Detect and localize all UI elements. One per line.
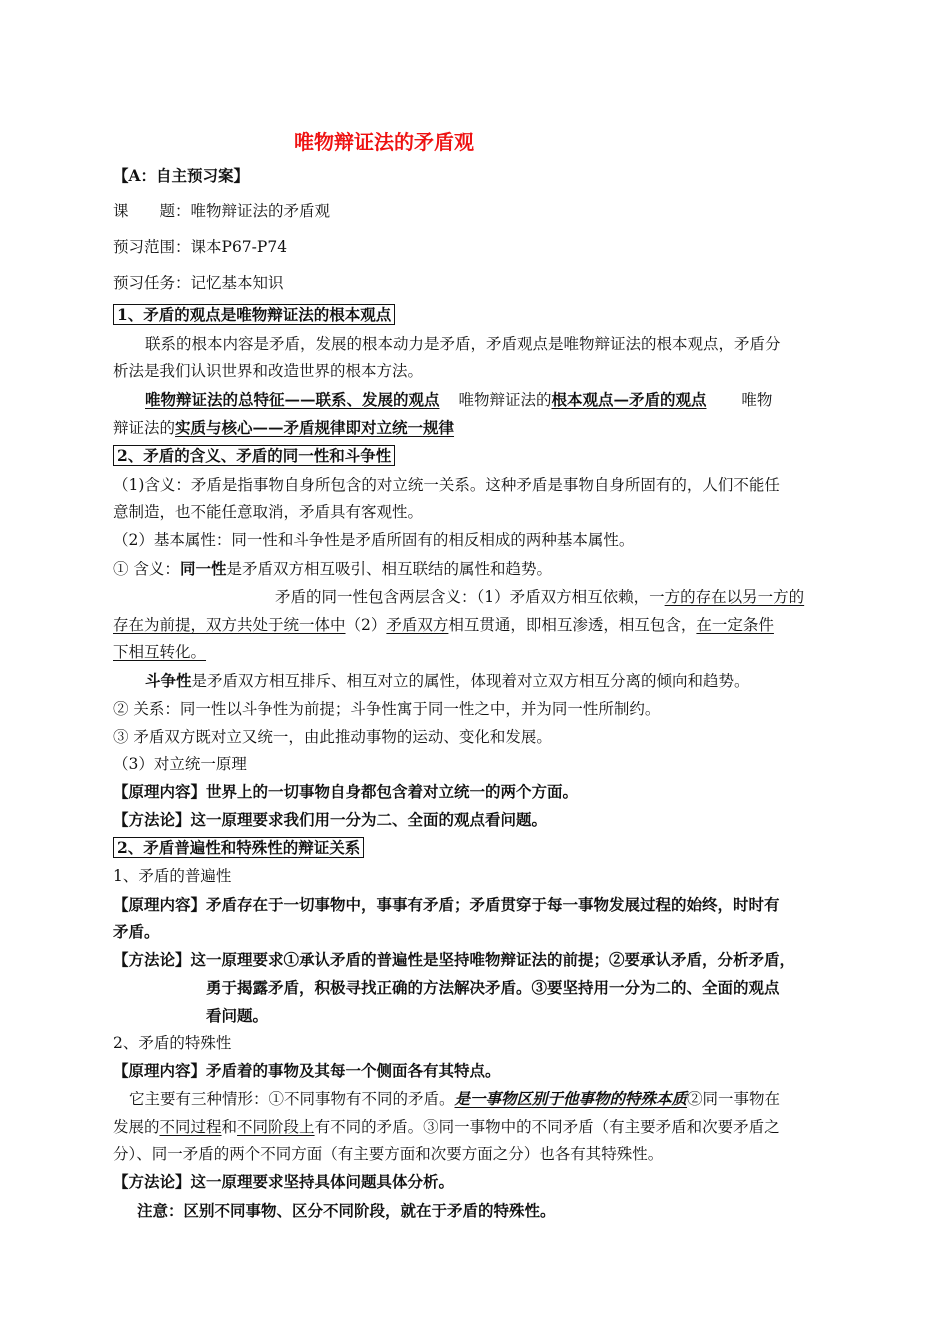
section-3-heading	[113, 837, 364, 858]
identity-layer-2b: 相互贯通，即相互渗透，相互包含，	[448, 616, 697, 634]
p2-line-6	[113, 615, 774, 635]
p2-line-5	[275, 587, 804, 607]
topic-label: 课 题：	[113, 202, 191, 220]
struggle-term: 斗争性	[145, 671, 192, 690]
p1-line-1: 联系的根本内容是矛盾，发展的根本动力是矛盾，矛盾观点是唯物辩证法的根本观点，矛盾分	[145, 335, 781, 353]
p3-line-4: 【方法论】这一原理要求①承认矛盾的普遍性是坚持唯物辩证法的前提；②要承认矛盾，分析矛盾，	[113, 950, 796, 969]
p2-line-13: 【方法论】这一原理要求我们用一分为二、全面的观点看问题。	[113, 810, 548, 829]
p3-and: 和	[221, 1118, 238, 1136]
p3-line-6: 看问题。	[206, 1006, 269, 1025]
p2-line-11: （3）对立统一原理	[113, 755, 247, 773]
p2-line-3: （2）基本属性：同一性和斗争性是矛盾所固有的相反相成的两种基本属性。	[113, 531, 635, 549]
task-value: 记忆基本知识	[190, 274, 284, 292]
range-value: 课本P67-P74	[190, 238, 288, 256]
p2-line-10: ③ 矛盾双方既对立又统一，由此推动事物的运动、变化和发展。	[113, 728, 552, 746]
p3-line-2: 【原理内容】矛盾存在于一切事物中，事事有矛盾；矛盾贯穿于每一事物发展过程的始终，时时有	[113, 895, 780, 914]
case-3-text: 有不同的矛盾。③同一事物中的不同矛盾（有主要矛盾和次要矛盾之	[314, 1118, 780, 1136]
case-2-text: ②同一事物在	[687, 1090, 781, 1108]
identity-layers-text: 矛盾的同一性包含两层含义：（1）矛盾双方相互依赖，一	[275, 588, 665, 606]
p1-line-4	[113, 418, 454, 438]
range-label: 预习范围：	[113, 238, 191, 256]
struggle-def: 是矛盾双方相互排斥、相互对立的属性，体现着对立双方相互分离的倾向和趋势。	[191, 672, 750, 690]
p2-line-8	[145, 671, 750, 691]
three-cases-text: 它主要有三种情形：①不同事物有不同的矛盾。	[129, 1090, 455, 1108]
p3-line-7: 2、矛盾的特殊性	[113, 1034, 232, 1052]
p1-text-2: 辩证法的	[113, 419, 176, 437]
p3-line-12: 【方法论】这一原理要求坚持具体问题具体分析。	[113, 1172, 455, 1191]
identity-layer-2d: 下相互转化。	[113, 643, 207, 661]
p3-line-11: 分）、同一矛盾的两个不同方面（有主要方面和次要方面之分）也各有其特殊性。	[113, 1145, 664, 1163]
total-feature-text: 唯物辩证法的总特征——联系、发展的观点	[145, 390, 440, 409]
p3-line-8: 【原理内容】矛盾着的事物及其每一个侧面各有其特点。	[113, 1061, 501, 1080]
p2-num-2: （2）	[345, 616, 387, 634]
meaning-label: ① 含义：	[113, 560, 180, 578]
p3-line-3: 矛盾。	[113, 922, 160, 941]
identity-layer-2a: 矛盾双方	[386, 616, 449, 634]
identity-layer-2c: 在一定条件	[696, 616, 774, 634]
p2-line-4	[113, 559, 552, 579]
section-2-box: 2、矛盾的含义、矛盾的同一性和斗争性	[113, 445, 395, 466]
identity-def: 是矛盾双方相互吸引、相互联结的属性和趋势。	[226, 560, 552, 578]
p3-line-5: 勇于揭露矛盾，积极寻找正确的方法解决矛盾。③要坚持用一分为二的、全面的观点	[206, 978, 780, 997]
page-title: 唯物辩证法的矛盾观	[294, 130, 474, 154]
p3-line-1: 1、矛盾的普遍性	[113, 867, 232, 885]
p1-line-2: 析法是我们认识世界和改造世界的根本方法。	[113, 362, 424, 380]
topic-line	[113, 201, 330, 221]
special-essence-text: 是一事物区别于他事物的特殊本质	[454, 1089, 688, 1108]
p1-text-tail: 唯物	[741, 391, 773, 409]
p1-text: 唯物辩证法的	[458, 391, 552, 409]
p3-line-13: 注意：区别不同事物、区分不同阶段，就在于矛盾的特殊性。	[137, 1201, 556, 1220]
p3-text: 发展的	[113, 1118, 160, 1136]
p2-line-2: 意制造，也不能任意取消，矛盾具有客观性。	[113, 503, 424, 521]
p2-line-9: ② 关系：同一性以斗争性为前提；斗争性寓于同一性之中，并为同一性所制约。	[113, 700, 661, 718]
task-line	[113, 273, 284, 293]
section-a-heading: 【A：自主预习案】	[113, 166, 250, 185]
p3-line-9	[129, 1089, 780, 1109]
section-2-heading	[113, 445, 395, 466]
section-1-heading	[113, 304, 395, 325]
p2-line-7	[113, 642, 206, 662]
p2-line-12: 【原理内容】世界上的一切事物自身都包含着对立统一的两个方面。	[113, 782, 579, 801]
task-label: 预习任务：	[113, 274, 191, 292]
identity-layer-1a: 方的存在以另一方的	[664, 588, 805, 606]
p2-line-1: （1)含义：矛盾是指事物自身所包含的对立统一关系。这种矛盾是事物自身所固有的，人们不能任	[113, 476, 780, 494]
different-stage: 不同阶段上	[237, 1118, 315, 1136]
fundamental-view-text: 根本观点—矛盾的观点	[551, 390, 707, 409]
essence-core-text: 实质与核心——矛盾规律即对立统一规律	[175, 418, 455, 437]
identity-layer-1b: 存在为前提，双方共处于统一体中	[113, 616, 346, 634]
range-line	[113, 237, 287, 257]
different-process: 不同过程	[159, 1118, 222, 1136]
p3-line-10	[113, 1117, 780, 1137]
identity-term: 同一性	[179, 559, 227, 578]
topic-value: 唯物辩证法的矛盾观	[190, 202, 331, 220]
section-3-box: 2、矛盾普遍性和特殊性的辩证关系	[113, 837, 364, 858]
p1-line-3	[145, 390, 772, 410]
section-1-box: 1、矛盾的观点是唯物辩证法的根本观点	[113, 304, 395, 325]
